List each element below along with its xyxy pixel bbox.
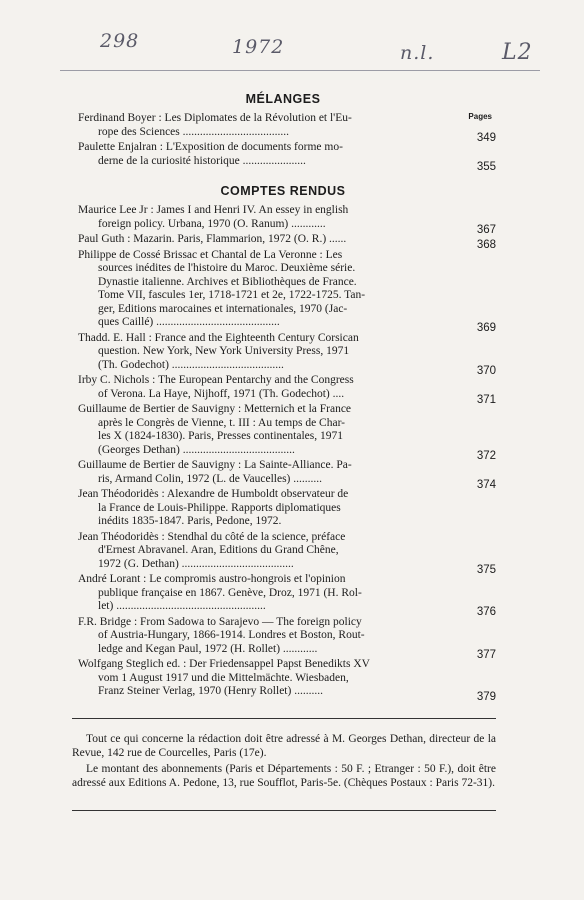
toc-entry-line: Guillaume de Bertier de Sauvigny : Metternich et la France <box>78 403 352 415</box>
table-of-contents <box>78 88 496 703</box>
toc-entry-page: 349 <box>476 131 496 144</box>
toc-entry-line: derne de la curiosité historique ...................... <box>98 154 306 167</box>
toc-entry-page: 377 <box>476 648 496 661</box>
toc-entry-line: ris, Armand Colin, 1972 (L. de Vaucelles) .......... <box>98 472 323 485</box>
toc-entry-line: Jean Théodoridès : Alexandre de Humboldt observateur de <box>78 488 349 500</box>
handwritten-code: L2 <box>502 40 533 65</box>
footer-bottom-rule <box>72 810 496 811</box>
handwritten-note: n.l. <box>400 42 435 64</box>
toc-entry-line: Paulette Enjalran : L'Exposition de documents forme mo- <box>78 141 343 153</box>
toc-entry-line: Ferdinand Boyer : Les Diplomates de la Révolution et l'Eu- <box>78 112 352 124</box>
toc-entry-line: ques Caillé) ........................................... <box>98 316 280 328</box>
toc-entry-line: Wolfgang Steglich ed. : Der Friedensappel Papst Benedikts XV <box>78 658 370 670</box>
toc-entry-line: inédits 1835-1847. Paris, Pedone, 1972. <box>98 515 282 527</box>
toc-entry-line: André Lorant : Le compromis austro-hongrois et l'opinion <box>78 573 346 585</box>
toc-entry <box>78 248 496 334</box>
toc-entry <box>78 204 496 236</box>
footer-top-rule <box>72 718 496 719</box>
toc-entry-line: (Th. Godechot) ....................................... <box>98 358 284 371</box>
footer-notice <box>72 732 496 792</box>
toc-entry-page: 368 <box>476 239 496 251</box>
toc-entry <box>78 403 496 462</box>
toc-entry-line: Jean Théodoridès : Stendhal du côté de la science, préface <box>78 530 346 543</box>
toc-entry <box>78 658 496 703</box>
toc-entry-line: Guillaume de Bertier de Sauvigny : La Sainte-Alliance. Pa- <box>78 459 352 471</box>
handwritten-year: 1972 <box>232 36 285 58</box>
toc-entry-line: F.R. Bridge : From Sadowa to Sarajevo — The foreign policy <box>78 615 362 628</box>
footer-paragraph: Le montant des abonnements (Paris et Départements : 50 F. ; Etranger : 50 F.), doit être adressé aux Editions A. Pedone, 13, rue Soufflot, Paris-5e. (Chèques Postaux : Paris 72-31). <box>72 763 496 789</box>
toc-entry-line: question. New York, New York University Press, 1971 <box>98 345 350 357</box>
toc-entry <box>78 233 496 251</box>
toc-entry-line: les X (1824-1830). Paris, Presses continentales, 1971 <box>98 430 343 442</box>
toc-entry-page: 372 <box>476 449 496 462</box>
handwritten-number: 298 <box>100 30 140 52</box>
toc-entry-line: foreign policy. Urbana, 1970 (O. Ranum) ............ <box>98 217 326 230</box>
toc-entry-line: of Austria-Hungary, 1866-1914. Londres et Boston, Rout- <box>98 629 365 641</box>
toc-entry <box>78 112 496 144</box>
toc-entry-line: Thadd. E. Hall : France and the Eighteenth Century Corsican <box>78 331 359 344</box>
toc-entry-page: 367 <box>476 223 496 236</box>
toc-entry-line: ger, Editions marocaines et internationales, 1970 (Jac- <box>98 302 348 315</box>
toc-entry-line: la France de Louis-Philippe. Rapports diplomatiques <box>98 501 341 514</box>
toc-entry-line: 1972 (G. Dethan) ....................................... <box>98 557 294 570</box>
comptes-rendus-title: COMPTES RENDUS <box>220 184 346 198</box>
handwritten-underline <box>60 70 540 71</box>
toc-entry-page: 375 <box>476 563 496 576</box>
footer-paragraph: Tout ce qui concerne la rédaction doit être adressé à M. Georges Dethan, directeur de la Revue, 142 rue de Courcelles, Paris (17e). <box>72 733 496 759</box>
toc-entry <box>78 573 496 618</box>
toc-entry-line: après le Congrès de Vienne, t. III : Au temps de Char- <box>98 416 346 429</box>
toc-entry <box>78 459 496 491</box>
toc-entry-page: 374 <box>476 478 496 491</box>
toc-entry-line: Tome VII, fascules 1er, 1718-1721 et 2e, 1722-1725. Tan- <box>98 289 366 301</box>
toc-entry-page: 369 <box>476 322 496 334</box>
toc-entry <box>78 331 496 377</box>
toc-entry <box>78 530 496 576</box>
toc-entry-page: 376 <box>476 606 496 618</box>
toc-entry-line: Maurice Lee Jr : James I and Henri IV. An essey in english <box>78 204 349 216</box>
toc-entry-page: 379 <box>476 691 496 703</box>
toc-entry-line: Philippe de Cossé Brissac et Chantal de La Veronne : Les <box>78 248 343 261</box>
toc-entry-line: Franz Steiner Verlag, 1970 (Henry Rollet) .......... <box>98 685 323 697</box>
toc-entry-line: Dynastie italienne. Archives et Bibliothèques de France. <box>98 275 357 288</box>
toc-entry <box>78 141 496 173</box>
melanges-list <box>78 112 496 173</box>
toc-entry-line: ledge and Kegan Paul, 1972 (H. Rollet) ............ <box>98 642 318 655</box>
toc-entry <box>78 488 488 529</box>
toc-entry <box>78 374 496 406</box>
toc-entry-line: of Verona. La Haye, Nijhoff, 1971 (Th. Godechot) .... <box>98 387 345 400</box>
melanges-title: MÉLANGES <box>245 92 321 106</box>
toc-entry-line: Irby C. Nichols : The European Pentarchy and the Congress <box>78 374 354 386</box>
toc-entry-line: d'Ernest Abravanel. Aran, Editions du Grand Chêne, <box>98 544 339 556</box>
toc-entry-line: let) .................................................... <box>98 600 266 612</box>
toc-entry-line: rope des Sciences ..................................... <box>98 125 289 138</box>
toc-entry-line: (Georges Dethan) ....................................... <box>98 443 295 456</box>
comptes-rendus-list <box>78 204 496 703</box>
toc-entry-line: Paul Guth : Mazarin. Paris, Flammarion, 1972 (O. R.) ...... <box>78 233 347 245</box>
pages-column-label: Pages <box>468 112 492 121</box>
toc-entry-page: 371 <box>476 393 496 406</box>
toc-entry-line: sources inédites de l'histoire du Maroc. Deuxième série. <box>98 262 356 274</box>
toc-entry-page: 370 <box>476 364 496 377</box>
toc-entry <box>78 615 496 661</box>
toc-entry-page: 355 <box>476 160 496 173</box>
toc-entry-line: publique française en 1867. Genève, Droz, 1971 (H. Rol- <box>98 586 362 599</box>
toc-entry-line: vom 1 August 1917 und die Mittelmächte. Wiesbaden, <box>98 671 349 684</box>
